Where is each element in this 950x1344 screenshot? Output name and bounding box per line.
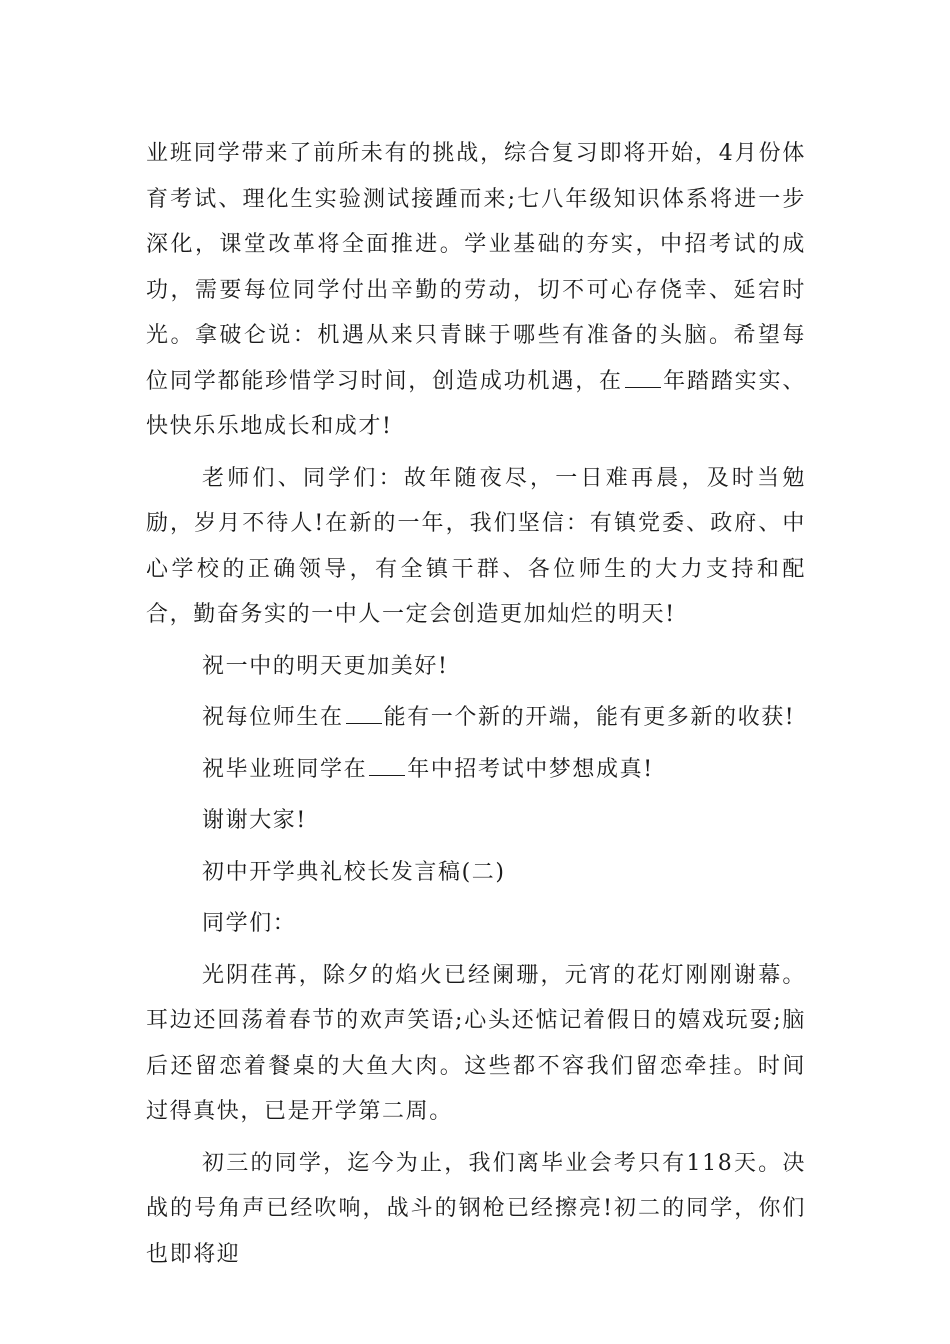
- fill-blank: [369, 755, 405, 776]
- paragraph-blessing: 祝一中的明天更加美好!: [202, 653, 449, 679]
- paragraph: 老师们、同学们：故年随夜尽，一日难再晨，及时当勉励，岁月不待人!在新的一年，我们坚信：有镇党委、政府、中心学校的正确领导，有全镇干群、各位师生的大力支持和配合，勤奋务实的一中人一定会创造更加灿烂的明天!: [146, 465, 806, 627]
- paragraph-continuation: [146, 131, 806, 450]
- paragraph-closing: 谢谢大家!: [202, 808, 307, 833]
- text-run: 年中招考试中梦想成真!: [407, 756, 654, 782]
- text-run: 业班同学带来了前所未有的挑战，综合复习即将开始，4月份体育考试、理化生实验测试接踵而来;七八年级知识体系将进一步深化，课堂改革将全面推进。学业基础的夯实，中招考试的成功，需要每位同学付出辛勤的劳动，切不可心存侥幸、延宕时光。拿破仑说：机遇从来只青睐于哪些有准备的头脑。希望每位同学都能珍惜学习时间，创造成功机遇，在: [146, 141, 806, 394]
- fill-blank: [625, 367, 661, 388]
- paragraph-blessing: [146, 695, 806, 741]
- document-body: [146, 131, 806, 1277]
- fill-blank: [346, 703, 382, 724]
- text-run: 能有一个新的开端，能有更多新的收获!: [383, 705, 796, 730]
- paragraph: 初三的同学，迄今为止，我们离毕业会考只有118天。决战的号角声已经吹响，战斗的钢枪已经擦亮!初二的同学，你们也即将迎: [146, 1150, 806, 1267]
- paragraph: 光阴荏苒，除夕的焰火已经阑珊，元宵的花灯刚刚谢幕。耳边还回荡着春节的欢声笑语;心头还惦记着假日的嬉戏玩耍;脑后还留恋着餐桌的大鱼大肉。这些都不容我们留恋牵挂。时间过得真快，已是开学第二周。: [146, 962, 806, 1124]
- paragraph-blessing: [146, 747, 806, 793]
- salutation: 同学们：: [202, 911, 297, 936]
- text-run: 祝毕业班同学在: [202, 756, 368, 782]
- section-title: 初中开学典礼校长发言稿(二): [202, 859, 506, 885]
- text-run: 祝每位师生在: [202, 705, 344, 730]
- text-run: 年踏踏实实、快快乐乐地成长和成才!: [146, 368, 806, 439]
